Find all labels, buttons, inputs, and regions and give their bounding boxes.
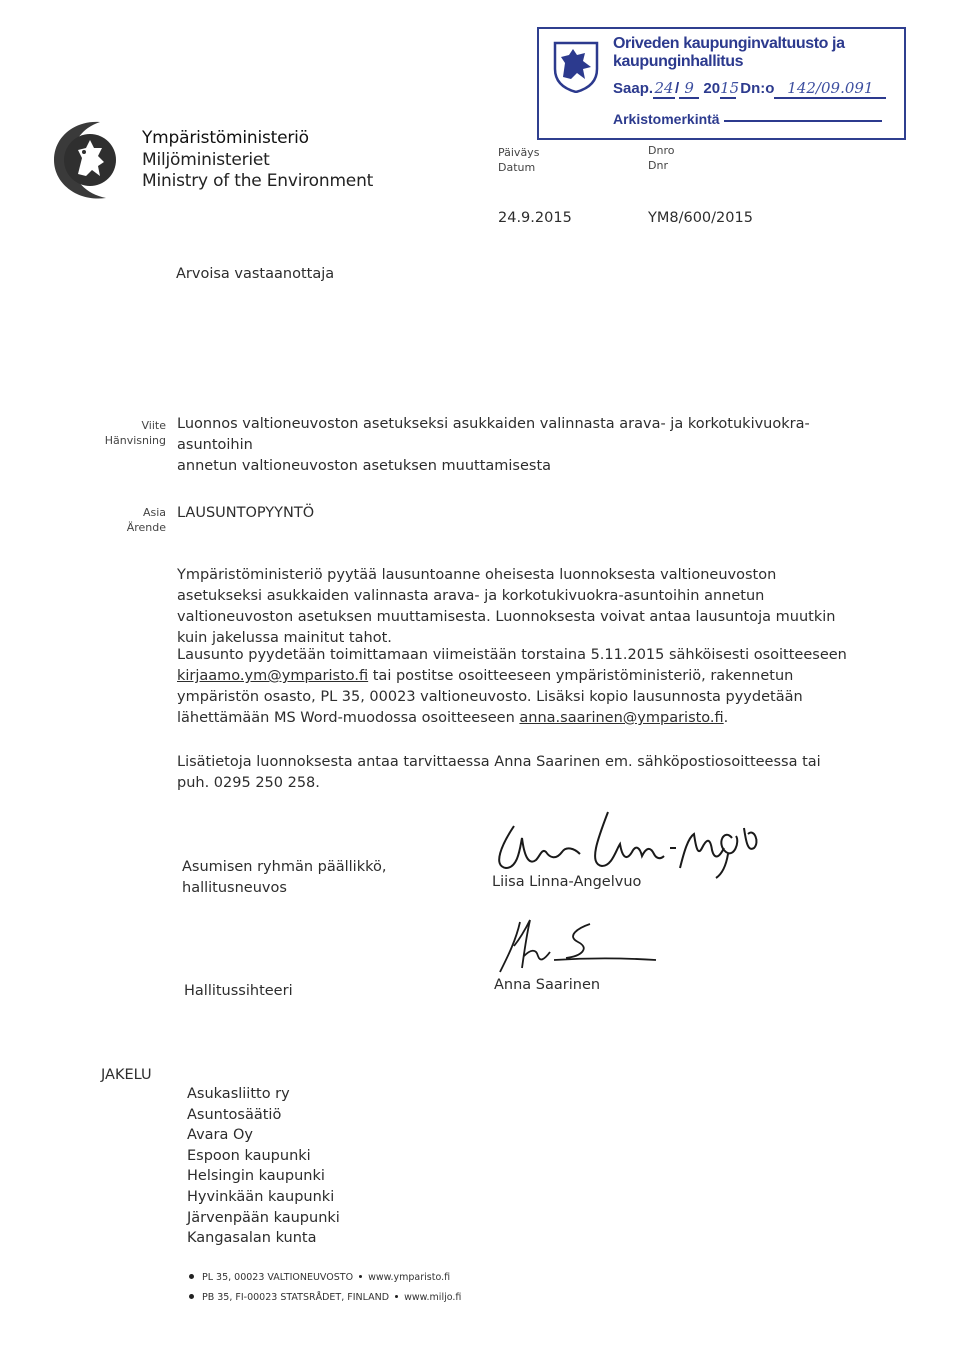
footer xyxy=(189,1268,461,1308)
registry-email-link[interactable]: kirjaamo.ym@ymparisto.fi xyxy=(177,668,369,684)
reference-line-1: Luonnos valtioneuvoston asetukseksi asukkaiden valinnasta arava- ja korkotukivuokra-asuntoihin xyxy=(177,416,810,453)
distribution-item: Espoon kaupunki xyxy=(187,1147,311,1164)
reference-text xyxy=(177,414,867,477)
paragraph-contact: Lisätietoja luonnoksesta antaa tarvittaessa Anna Saarinen em. sähköpostiosoitteessa tai puh. 0295 250 258. xyxy=(177,754,821,791)
stamp-archive-label: Arkistomerkintä xyxy=(613,111,720,127)
distribution-item: Kangasalan kunta xyxy=(187,1230,317,1247)
ministry-lion-emblem xyxy=(48,118,126,202)
stamp-archive xyxy=(613,111,882,127)
deadline-text-start: Lausunto pyydetään toimittamaan viimeistään torstaina 5.11.2015 sähköisesti osoitteeseen xyxy=(177,647,847,663)
subject: LAUSUNTOPYYNTÖ xyxy=(177,505,315,521)
bullet-icon xyxy=(189,1274,194,1279)
city-coat-of-arms-icon xyxy=(551,39,601,93)
dnro-label-fi: Dnro xyxy=(648,144,675,157)
reception-stamp xyxy=(537,27,906,140)
footer-web-sv[interactable]: www.miljo.fi xyxy=(404,1292,462,1303)
distribution-item: Helsingin kaupunki xyxy=(187,1168,325,1185)
signatory2-name: Anna Saarinen xyxy=(494,977,601,993)
subject-label-sv: Ärende xyxy=(126,521,166,534)
distribution-item: Avara Oy xyxy=(187,1127,253,1144)
ministry-name-en: Ministry of the Environment xyxy=(142,171,374,191)
footer-line-sv xyxy=(189,1288,461,1308)
letter-date: 24.9.2015 xyxy=(498,210,572,226)
greeting: Arvoisa vastaanottaja xyxy=(176,266,335,282)
subject-label xyxy=(56,505,166,535)
ministry-name-sv: Miljöministeriet xyxy=(142,150,270,170)
dnro-label xyxy=(648,143,674,173)
distribution-list xyxy=(187,1084,340,1249)
deadline-text-mid: tai postitse osoitteeseen ympäristöministeriö, rakennetun ympäristön osasto, PL 35, 00023 valtioneuvosto. Lisäksi kopio lausunnosta pyydetään lähettämään MS Word-muodossa osoitteeseen xyxy=(177,668,803,726)
date-label-fi: Päiväys xyxy=(498,146,540,159)
reference-line-2: annetun valtioneuvoston asetuksen muuttamisesta xyxy=(177,458,552,474)
distribution-item: Asuntosäätiö xyxy=(187,1106,282,1123)
stamp-year-suffix: 15 xyxy=(720,79,740,97)
stamp-received-line: Saap.24/ 9 2015 Dn:o 142/09.091 xyxy=(613,79,886,99)
signatory1-name: Liisa Linna-Angelvuo xyxy=(492,874,642,890)
signatory1-title-line2: hallitusneuvos xyxy=(182,880,287,896)
dnro-label-sv: Dnr xyxy=(648,159,668,172)
stamp-saap-label: Saap. xyxy=(613,80,654,97)
footer-address-sv: PB 35, FI-00023 STATSRÅDET, FINLAND xyxy=(202,1292,390,1303)
contact-email-link[interactable]: anna.saarinen@ymparisto.fi xyxy=(519,710,724,726)
separator-dot-icon xyxy=(359,1275,362,1278)
subject-label-fi: Asia xyxy=(142,506,166,519)
reference-label-fi: Viite xyxy=(141,419,166,432)
stamp-archive-line xyxy=(724,120,882,122)
distribution-item: Järvenpään kaupunki xyxy=(187,1209,340,1226)
stamp-dn-value: 142/09.091 xyxy=(774,79,886,99)
bullet-icon xyxy=(189,1294,194,1299)
signatory1-title xyxy=(182,857,386,899)
distribution-item: Asukasliitto ry xyxy=(187,1086,290,1102)
signatory2-title: Hallitussihteeri xyxy=(184,983,293,999)
ministry-name-fi: Ympäristöministeriö xyxy=(142,128,309,148)
stamp-year-prefix: 20 xyxy=(703,80,721,97)
distribution-item: Hyvinkään kaupunki xyxy=(187,1188,335,1205)
signatory1-title-line1: Asumisen ryhmän päällikkö, xyxy=(182,859,387,875)
stamp-day: 24 xyxy=(654,79,674,97)
date-label xyxy=(498,145,539,175)
reference-label-sv: Hänvisning xyxy=(104,434,166,447)
reference-label xyxy=(56,418,166,448)
separator-dot-icon xyxy=(395,1295,398,1298)
stamp-month: 9 xyxy=(679,79,699,99)
distribution-heading: JAKELU xyxy=(101,1067,152,1083)
letter-dnro: YM8/600/2015 xyxy=(648,210,753,226)
paragraph-request: Ympäristöministeriö pyytää lausuntoanne oheisesta luonnoksesta valtioneuvoston asetukseksi asukkaiden valinnasta arava- ja korkotukivuokra-asuntoihin annetun valtioneuvoston asetuksen muuttamisesta. Luonnoksesta voivat antaa lausuntoja muutkin kuin jakelussa mainitut tahot. xyxy=(177,567,836,646)
footer-web-fi[interactable]: www.ymparisto.fi xyxy=(368,1272,451,1283)
deadline-text-end: . xyxy=(723,710,729,726)
footer-line-fi xyxy=(189,1268,461,1288)
stamp-dn-label: Dn:o xyxy=(740,80,775,97)
paragraph-deadline xyxy=(177,645,847,729)
handwritten-signature-2 xyxy=(494,916,664,976)
footer-address-fi: PL 35, 00023 VALTIONEUVOSTO xyxy=(202,1272,354,1283)
handwritten-signature-1 xyxy=(484,808,774,880)
date-label-sv: Datum xyxy=(498,161,536,174)
stamp-title: Oriveden kaupunginvaltuusto ja kaupunginhallitus xyxy=(613,35,845,70)
